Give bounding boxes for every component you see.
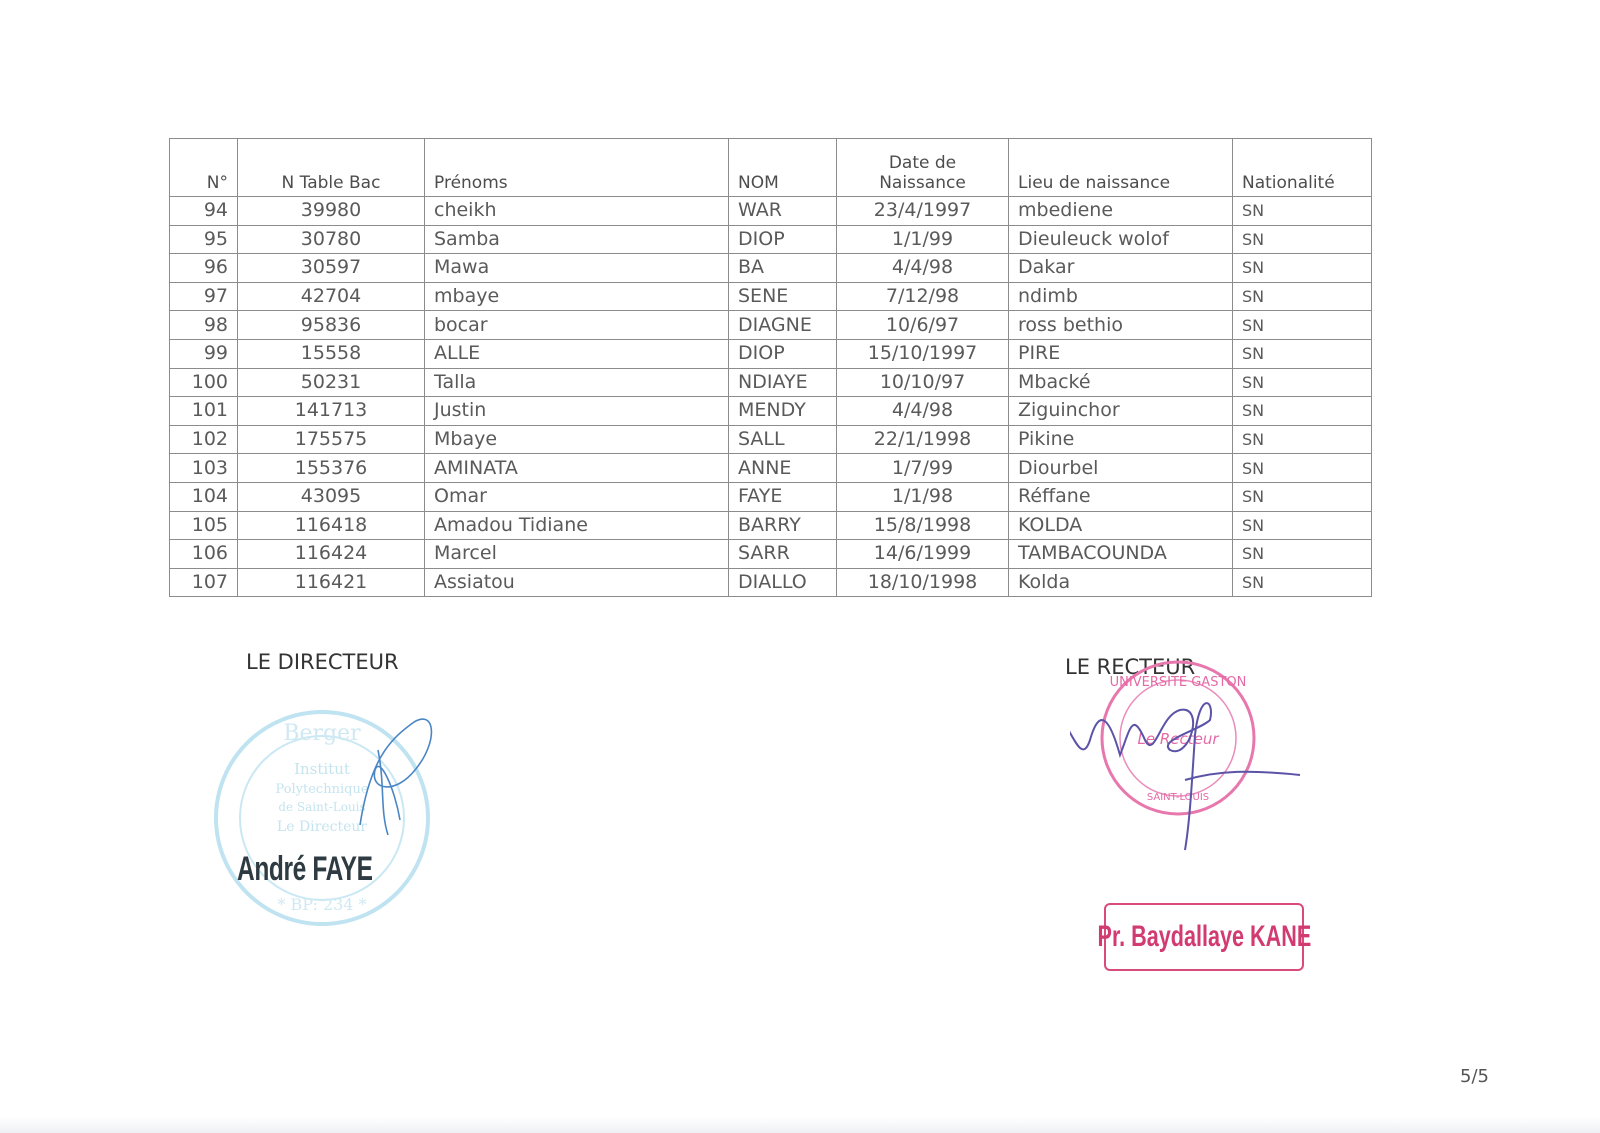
cell-number: 107 bbox=[170, 568, 238, 597]
cell-last-name: BARRY bbox=[729, 511, 837, 540]
cell-last-name: SENE bbox=[729, 282, 837, 311]
cell-last-name: DIALLO bbox=[729, 568, 837, 597]
cell-number: 94 bbox=[170, 197, 238, 226]
header-birth-place: Lieu de naissance bbox=[1009, 139, 1233, 197]
cell-birth-place: Pikine bbox=[1009, 425, 1233, 454]
cell-number: 101 bbox=[170, 397, 238, 426]
cell-bac-table-number: 30597 bbox=[238, 254, 425, 283]
table-row bbox=[170, 397, 1372, 426]
cell-last-name: SALL bbox=[729, 425, 837, 454]
cell-bac-table-number: 116424 bbox=[238, 540, 425, 569]
cell-first-names: Samba bbox=[425, 225, 729, 254]
recteur-name-stamp bbox=[1097, 903, 1311, 971]
cell-bac-table-number: 116418 bbox=[238, 511, 425, 540]
cell-birth-date: 4/4/98 bbox=[837, 397, 1009, 426]
cell-number: 95 bbox=[170, 225, 238, 254]
svg-text:de Saint-Louis: de Saint-Louis bbox=[278, 800, 366, 814]
header-birth-date-line1: Date de bbox=[888, 153, 957, 173]
cell-birth-place: Dieuleuck wolof bbox=[1009, 225, 1233, 254]
table-row bbox=[170, 425, 1372, 454]
cell-nationality: SN bbox=[1233, 197, 1372, 226]
svg-text:Berger: Berger bbox=[283, 721, 361, 746]
cell-nationality: SN bbox=[1233, 311, 1372, 340]
directeur-name: André FAYE bbox=[237, 850, 373, 888]
table-header-row bbox=[170, 139, 1372, 197]
header-number: N° bbox=[170, 139, 238, 197]
cell-nationality: SN bbox=[1233, 282, 1372, 311]
svg-text:Institut: Institut bbox=[294, 760, 350, 778]
cell-bac-table-number: 15558 bbox=[238, 339, 425, 368]
cell-nationality: SN bbox=[1233, 368, 1372, 397]
recteur-name: Pr. Baydallaye KANE bbox=[1097, 920, 1311, 953]
cell-nationality: SN bbox=[1233, 482, 1372, 511]
page-bottom-edge bbox=[0, 1117, 1600, 1133]
cell-nationality: SN bbox=[1233, 454, 1372, 483]
header-nationality: Nationalité bbox=[1233, 139, 1372, 197]
cell-number: 99 bbox=[170, 339, 238, 368]
table-row bbox=[170, 482, 1372, 511]
cell-last-name: WAR bbox=[729, 197, 837, 226]
cell-birth-date: 14/6/1999 bbox=[837, 540, 1009, 569]
cell-nationality: SN bbox=[1233, 425, 1372, 454]
table-row bbox=[170, 368, 1372, 397]
cell-birth-date: 15/10/1997 bbox=[837, 339, 1009, 368]
cell-bac-table-number: 155376 bbox=[238, 454, 425, 483]
cell-birth-date: 10/6/97 bbox=[837, 311, 1009, 340]
cell-birth-place: Diourbel bbox=[1009, 454, 1233, 483]
cell-birth-date: 7/12/98 bbox=[837, 282, 1009, 311]
svg-text:Le Recteur: Le Recteur bbox=[1137, 730, 1219, 748]
recteur-stamp-icon bbox=[1070, 660, 1310, 890]
cell-number: 98 bbox=[170, 311, 238, 340]
cell-first-names: Talla bbox=[425, 368, 729, 397]
cell-nationality: SN bbox=[1233, 397, 1372, 426]
svg-text:Polytechnique: Polytechnique bbox=[275, 782, 369, 797]
table-row bbox=[170, 339, 1372, 368]
cell-birth-place: Réffane bbox=[1009, 482, 1233, 511]
cell-first-names: Marcel bbox=[425, 540, 729, 569]
header-first-names: Prénoms bbox=[425, 139, 729, 197]
cell-birth-place: Ziguinchor bbox=[1009, 397, 1233, 426]
cell-first-names: Omar bbox=[425, 482, 729, 511]
cell-number: 105 bbox=[170, 511, 238, 540]
cell-nationality: SN bbox=[1233, 540, 1372, 569]
directeur-stamp-icon bbox=[210, 700, 446, 936]
cell-birth-place: ross bethio bbox=[1009, 311, 1233, 340]
svg-text:Le Directeur: Le Directeur bbox=[276, 819, 368, 835]
cell-birth-date: 1/1/99 bbox=[837, 225, 1009, 254]
table-row bbox=[170, 197, 1372, 226]
cell-first-names: Assiatou bbox=[425, 568, 729, 597]
recteur-label: LE RECTEUR bbox=[1065, 655, 1196, 679]
svg-text:* BP: 234 *: * BP: 234 * bbox=[277, 895, 367, 914]
cell-bac-table-number: 116421 bbox=[238, 568, 425, 597]
cell-birth-place: Dakar bbox=[1009, 254, 1233, 283]
table-row bbox=[170, 311, 1372, 340]
cell-first-names: ALLE bbox=[425, 339, 729, 368]
cell-first-names: AMINATA bbox=[425, 454, 729, 483]
table-row bbox=[170, 282, 1372, 311]
cell-last-name: DIOP bbox=[729, 225, 837, 254]
cell-first-names: bocar bbox=[425, 311, 729, 340]
cell-number: 103 bbox=[170, 454, 238, 483]
cell-first-names: Justin bbox=[425, 397, 729, 426]
table-row bbox=[170, 540, 1372, 569]
cell-number: 96 bbox=[170, 254, 238, 283]
cell-bac-table-number: 141713 bbox=[238, 397, 425, 426]
cell-birth-place: PIRE bbox=[1009, 339, 1233, 368]
table-body bbox=[170, 197, 1372, 597]
cell-birth-place: Mbacké bbox=[1009, 368, 1233, 397]
page-number: 5/5 bbox=[1460, 1066, 1489, 1087]
cell-birth-place: KOLDA bbox=[1009, 511, 1233, 540]
cell-birth-place: ndimb bbox=[1009, 282, 1233, 311]
cell-birth-date: 18/10/1998 bbox=[837, 568, 1009, 597]
table-row bbox=[170, 254, 1372, 283]
cell-nationality: SN bbox=[1233, 511, 1372, 540]
cell-last-name: SARR bbox=[729, 540, 837, 569]
table-row bbox=[170, 568, 1372, 597]
svg-text:UNIVERSITE GASTON: UNIVERSITE GASTON bbox=[1109, 675, 1247, 690]
cell-birth-date: 23/4/1997 bbox=[837, 197, 1009, 226]
cell-birth-date: 4/4/98 bbox=[837, 254, 1009, 283]
cell-nationality: SN bbox=[1233, 225, 1372, 254]
cell-number: 106 bbox=[170, 540, 238, 569]
table-row bbox=[170, 454, 1372, 483]
cell-number: 100 bbox=[170, 368, 238, 397]
cell-last-name: DIAGNE bbox=[729, 311, 837, 340]
table-row bbox=[170, 511, 1372, 540]
cell-bac-table-number: 30780 bbox=[238, 225, 425, 254]
cell-birth-date: 15/8/1998 bbox=[837, 511, 1009, 540]
header-bac-table-number: N Table Bac bbox=[238, 139, 425, 197]
cell-last-name: NDIAYE bbox=[729, 368, 837, 397]
cell-first-names: mbaye bbox=[425, 282, 729, 311]
cell-last-name: ANNE bbox=[729, 454, 837, 483]
cell-number: 102 bbox=[170, 425, 238, 454]
cell-bac-table-number: 50231 bbox=[238, 368, 425, 397]
cell-last-name: FAYE bbox=[729, 482, 837, 511]
cell-bac-table-number: 175575 bbox=[238, 425, 425, 454]
cell-first-names: Amadou Tidiane bbox=[425, 511, 729, 540]
cell-last-name: MENDY bbox=[729, 397, 837, 426]
cell-birth-date: 1/7/99 bbox=[837, 454, 1009, 483]
cell-bac-table-number: 95836 bbox=[238, 311, 425, 340]
header-last-name: NOM bbox=[729, 139, 837, 197]
cell-nationality: SN bbox=[1233, 339, 1372, 368]
cell-birth-place: TAMBACOUNDA bbox=[1009, 540, 1233, 569]
student-list-table bbox=[169, 138, 1372, 597]
table-row bbox=[170, 225, 1372, 254]
cell-bac-table-number: 43095 bbox=[238, 482, 425, 511]
cell-last-name: BA bbox=[729, 254, 837, 283]
cell-birth-date: 22/1/1998 bbox=[837, 425, 1009, 454]
cell-first-names: cheikh bbox=[425, 197, 729, 226]
svg-text:SAINT-LOUIS: SAINT-LOUIS bbox=[1146, 792, 1210, 803]
cell-bac-table-number: 39980 bbox=[238, 197, 425, 226]
cell-birth-place: mbediene bbox=[1009, 197, 1233, 226]
cell-last-name: DIOP bbox=[729, 339, 837, 368]
cell-nationality: SN bbox=[1233, 254, 1372, 283]
cell-bac-table-number: 42704 bbox=[238, 282, 425, 311]
cell-birth-date: 10/10/97 bbox=[837, 368, 1009, 397]
cell-birth-date: 1/1/98 bbox=[837, 482, 1009, 511]
cell-birth-place: Kolda bbox=[1009, 568, 1233, 597]
cell-number: 104 bbox=[170, 482, 238, 511]
directeur-label: LE DIRECTEUR bbox=[246, 650, 399, 674]
cell-number: 97 bbox=[170, 282, 238, 311]
cell-first-names: Mbaye bbox=[425, 425, 729, 454]
cell-nationality: SN bbox=[1233, 568, 1372, 597]
header-birth-date-line2: Naissance bbox=[879, 173, 966, 193]
header-birth-date bbox=[837, 139, 1009, 197]
cell-first-names: Mawa bbox=[425, 254, 729, 283]
